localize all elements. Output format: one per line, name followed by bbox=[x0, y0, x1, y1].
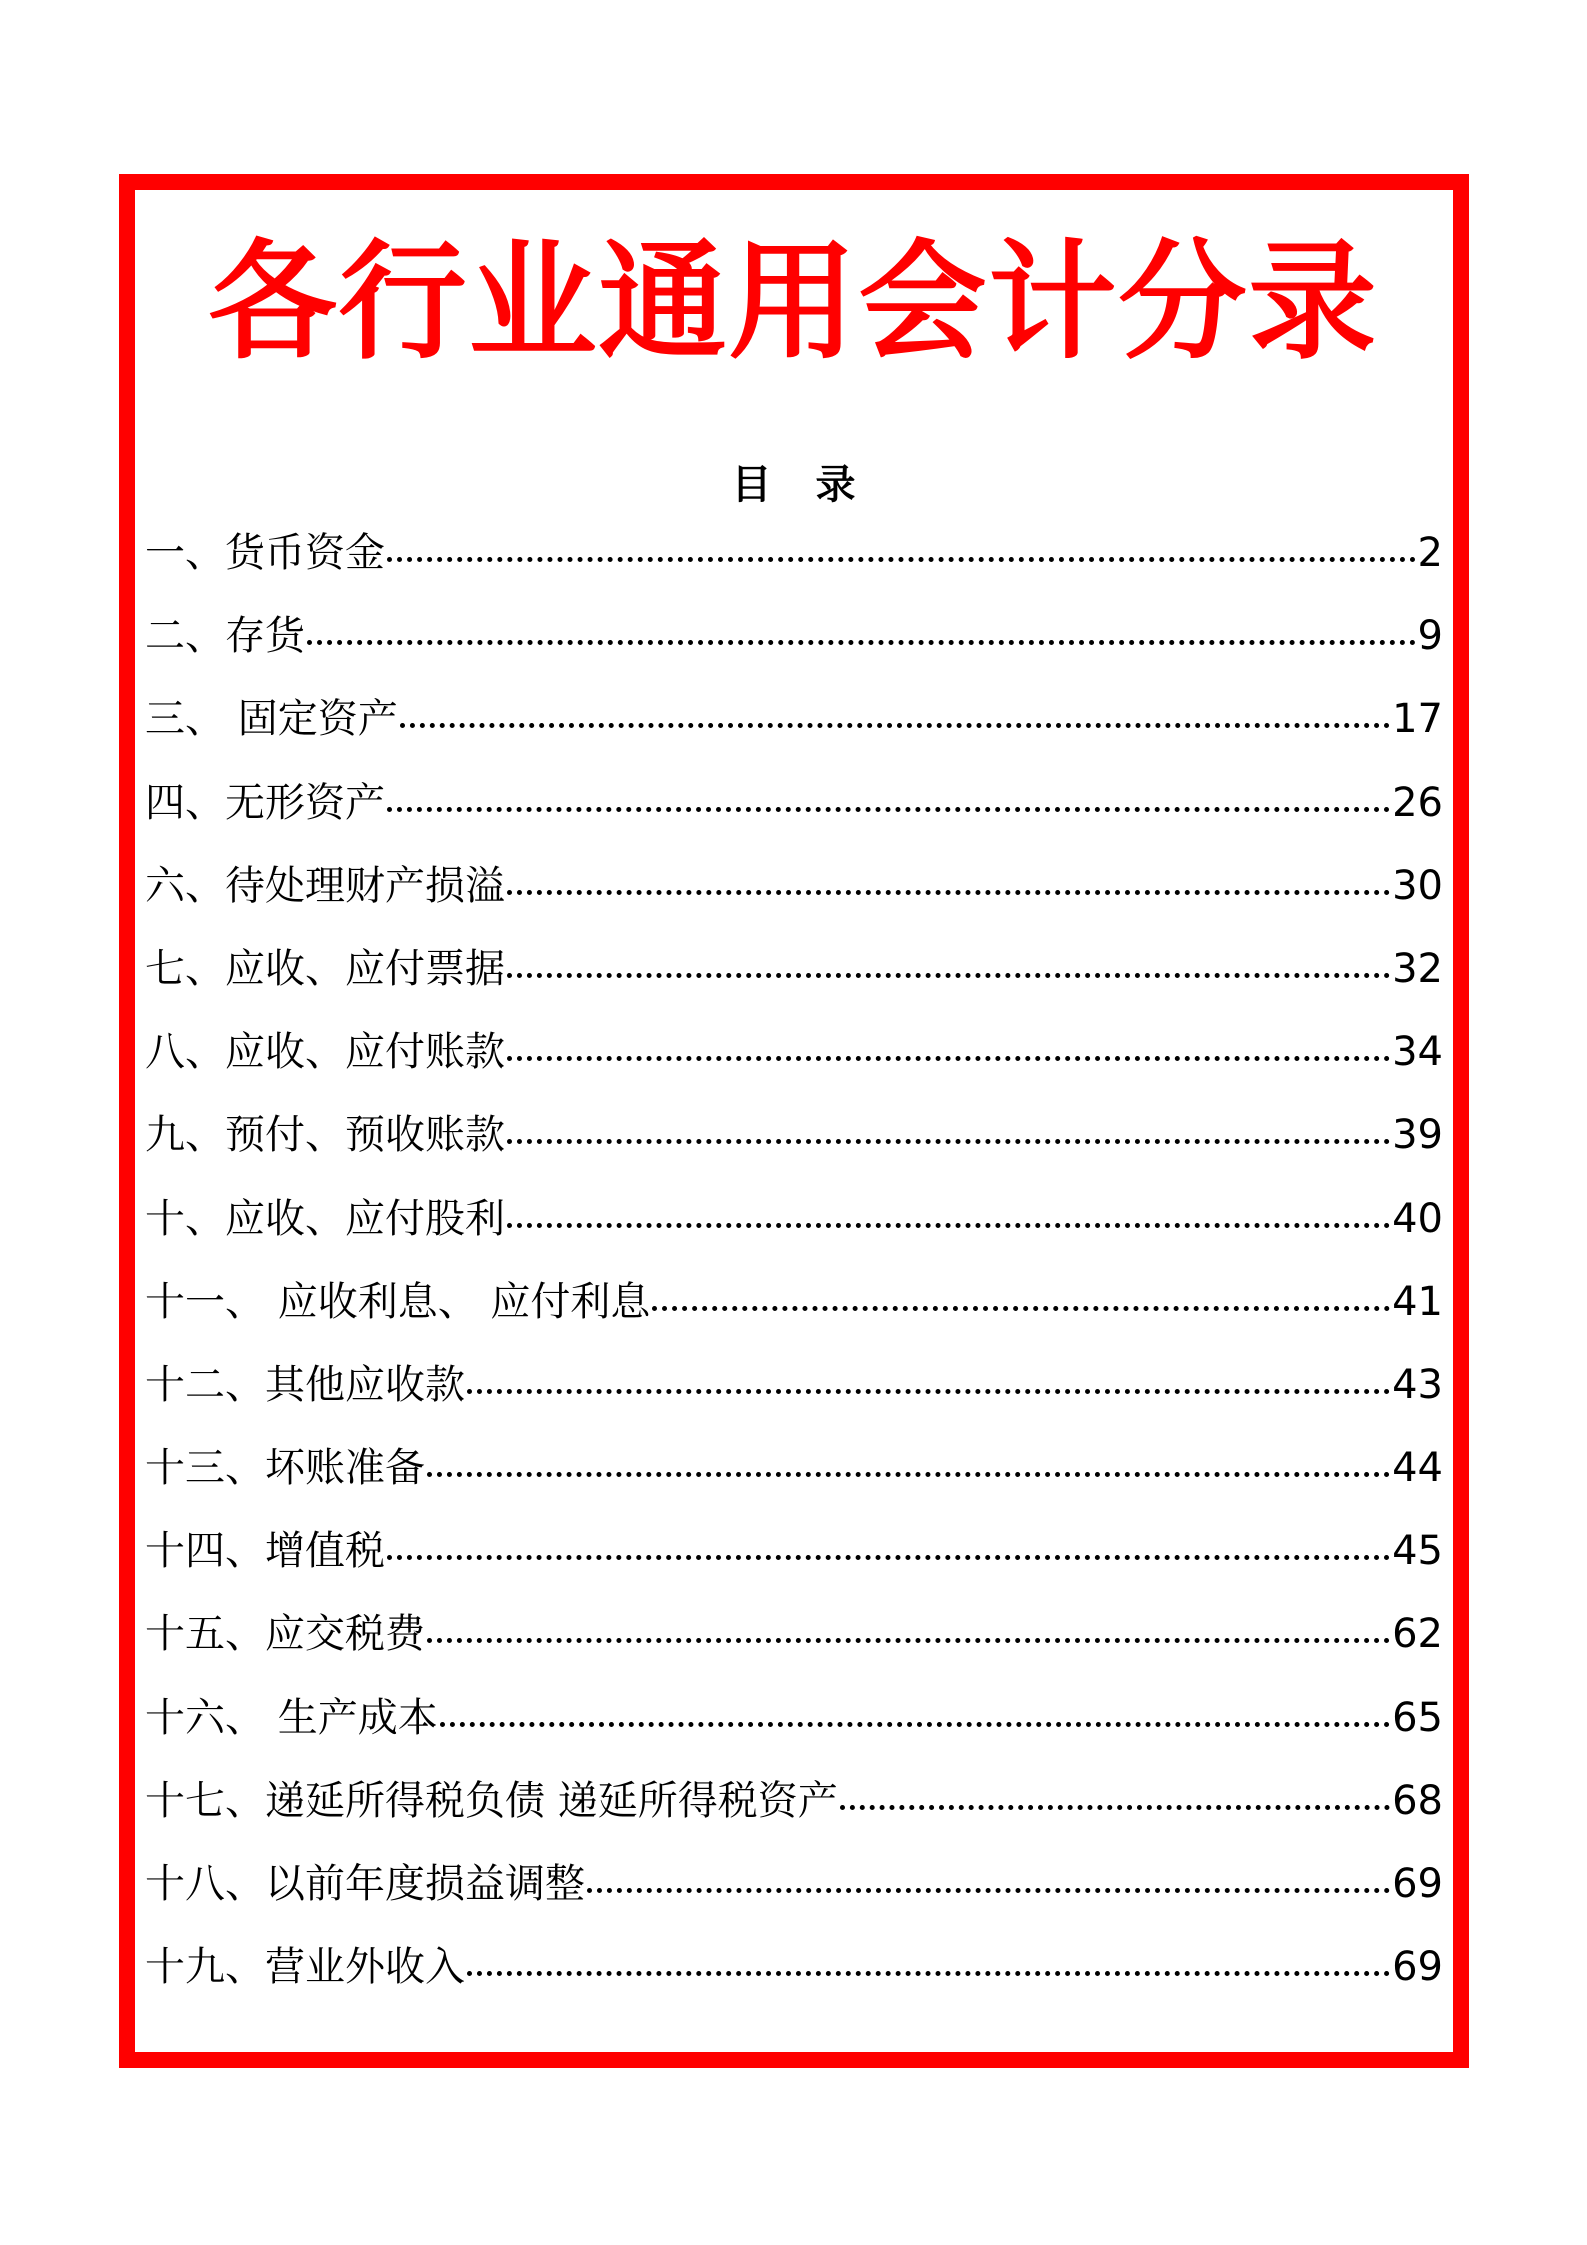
dot-leader bbox=[467, 1971, 1390, 1976]
toc-entry[interactable] bbox=[145, 762, 1443, 845]
toc-entry-page: 9 bbox=[1417, 613, 1443, 660]
toc-entry-page: 44 bbox=[1392, 1445, 1443, 1492]
dot-leader bbox=[387, 807, 1390, 812]
toc-entry-page: 30 bbox=[1392, 862, 1443, 909]
toc-entry-label: 八、应收、应付账款 bbox=[145, 1029, 505, 1076]
dot-leader bbox=[652, 1306, 1390, 1311]
document-title: 各行业通用会计分录 bbox=[208, 228, 1379, 377]
toc-entry-label: 十七、递延所得税负债 递延所得税资产 bbox=[145, 1777, 838, 1824]
toc-entry-label: 三、 固定资产 bbox=[145, 696, 398, 743]
dot-leader bbox=[507, 973, 1390, 978]
toc-heading: 目 录 bbox=[731, 462, 856, 508]
toc-entry[interactable] bbox=[145, 1094, 1443, 1177]
toc-entry-page: 26 bbox=[1392, 779, 1443, 826]
toc-entry-label: 九、预付、预收账款 bbox=[145, 1112, 505, 1159]
toc-entry[interactable] bbox=[145, 512, 1443, 595]
toc-entry[interactable] bbox=[145, 595, 1443, 678]
toc-entry-page: 62 bbox=[1392, 1611, 1443, 1658]
dot-leader bbox=[467, 1389, 1390, 1394]
toc-entry-label: 十八、以前年度损益调整 bbox=[145, 1861, 585, 1907]
dot-leader bbox=[427, 1638, 1390, 1643]
dot-leader bbox=[507, 1139, 1390, 1144]
toc-entry-label: 十二、其他应收款 bbox=[145, 1361, 465, 1408]
toc-entry-page: 69 bbox=[1392, 1861, 1443, 1907]
toc-entry-page: 43 bbox=[1392, 1361, 1443, 1408]
toc-entry[interactable] bbox=[145, 1011, 1443, 1094]
toc-entry-label: 四、无形资产 bbox=[145, 779, 385, 826]
toc-entry[interactable] bbox=[145, 678, 1443, 761]
toc-entry[interactable] bbox=[145, 1261, 1443, 1344]
toc-entry[interactable] bbox=[145, 845, 1443, 928]
dot-leader bbox=[307, 640, 1416, 645]
toc-entry-page: 34 bbox=[1392, 1029, 1443, 1076]
toc-entry-page: 69 bbox=[1392, 1944, 1443, 1991]
dot-leader bbox=[440, 1722, 1390, 1727]
toc-entry-label: 六、待处理财产损溢 bbox=[145, 862, 505, 909]
toc-entry-label: 七、应收、应付票据 bbox=[145, 945, 505, 992]
dot-leader bbox=[587, 1888, 1390, 1893]
toc-entry[interactable] bbox=[145, 1760, 1443, 1843]
toc-entry-label: 一、货币资金 bbox=[145, 530, 385, 576]
dot-leader bbox=[507, 890, 1390, 895]
toc-entry-page: 2 bbox=[1417, 530, 1443, 576]
toc-entry[interactable] bbox=[145, 1677, 1443, 1760]
toc-entry[interactable] bbox=[145, 1178, 1443, 1261]
toc-entry-page: 32 bbox=[1392, 945, 1443, 992]
toc-entry-label: 十、应收、应付股利 bbox=[145, 1195, 505, 1242]
toc-entry-label: 十四、增值税 bbox=[145, 1528, 385, 1575]
toc-entry-label: 二、存货 bbox=[145, 613, 305, 660]
dot-leader bbox=[427, 1472, 1390, 1477]
toc-entry[interactable] bbox=[145, 928, 1443, 1011]
toc-entry-page: 40 bbox=[1392, 1195, 1443, 1242]
dot-leader bbox=[400, 723, 1390, 728]
toc-entry[interactable] bbox=[145, 1510, 1443, 1593]
toc-entry[interactable] bbox=[145, 1843, 1443, 1926]
toc-entry-page: 17 bbox=[1392, 696, 1443, 743]
toc-entry-page: 39 bbox=[1392, 1112, 1443, 1159]
dot-leader bbox=[507, 1056, 1390, 1061]
toc-entry-label: 十三、坏账准备 bbox=[145, 1445, 425, 1492]
toc-entry[interactable] bbox=[145, 1344, 1443, 1427]
dot-leader bbox=[387, 557, 1416, 562]
toc-entry-page: 45 bbox=[1392, 1528, 1443, 1575]
table-of-contents bbox=[145, 512, 1443, 2009]
toc-entry-page: 65 bbox=[1392, 1694, 1443, 1741]
toc-entry-page: 68 bbox=[1392, 1777, 1443, 1824]
toc-entry-page: 41 bbox=[1392, 1278, 1443, 1325]
toc-entry-label: 十六、 生产成本 bbox=[145, 1694, 438, 1741]
toc-entry-label: 十五、应交税费 bbox=[145, 1611, 425, 1658]
toc-entry-label: 十一、 应收利息、 应付利息 bbox=[145, 1278, 651, 1325]
toc-entry[interactable] bbox=[145, 1427, 1443, 1510]
dot-leader bbox=[387, 1555, 1390, 1560]
toc-entry-label: 十九、营业外收入 bbox=[145, 1944, 465, 1991]
dot-leader bbox=[507, 1223, 1390, 1228]
toc-entry[interactable] bbox=[145, 1593, 1443, 1676]
dot-leader bbox=[840, 1805, 1390, 1810]
toc-entry[interactable] bbox=[145, 1926, 1443, 2009]
